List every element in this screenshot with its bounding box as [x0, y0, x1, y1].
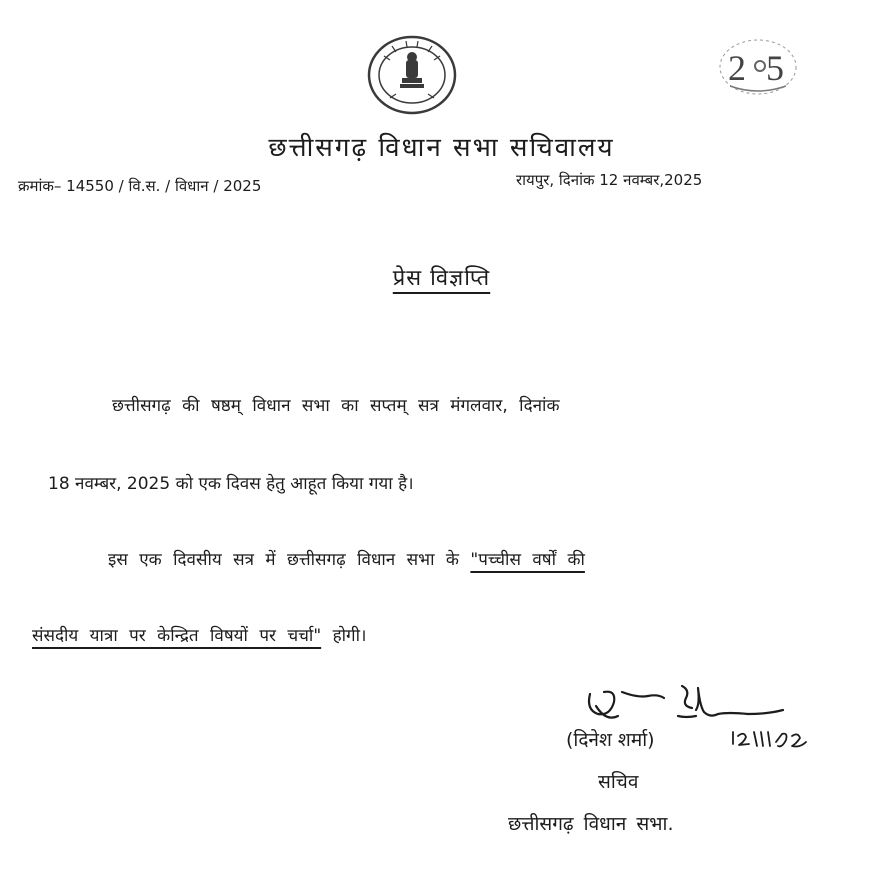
paragraph-1-line-1: छत्तीसगढ़ की षष्ठम् विधान सभा का सप्तम् सत्र मंगलवार, दिनांक — [112, 396, 560, 416]
signatory-name: (दिनेश शर्मा) — [566, 729, 655, 751]
svg-text:5: 5 — [766, 48, 784, 88]
doc-heading — [0, 262, 883, 292]
paragraph-2-line-1 — [108, 547, 585, 570]
designation: सचिव — [598, 771, 639, 793]
underlined-topic-start: "पच्चीस वर्षों की — [470, 550, 585, 570]
handwritten-date — [730, 728, 812, 754]
paragraph-1-line-2: 18 नवम्बर, 2025 को एक दिवस हेतु आहूत किया गया है। — [48, 474, 414, 494]
org-footer: छत्तीसगढ़ विधान सभा. — [508, 813, 674, 835]
org-title: छत्तीसगढ़ विधान सभा सचिवालय — [268, 133, 615, 163]
reference-number: क्रमांक– 14550 / वि.स. / विधान / 2025 — [18, 177, 262, 195]
doc-heading-text: प्रेस विज्ञप्ति — [392, 266, 491, 291]
paragraph-2-end: होगी। — [332, 626, 367, 646]
25-years-logo-icon — [716, 36, 800, 98]
paragraph-2-start: इस एक दिवसीय सत्र में छत्तीसगढ़ विधान सभा के — [108, 550, 459, 570]
svg-text:2: 2 — [728, 48, 746, 88]
place-date: रायपुर, दिनांक 12 नवम्बर,2025 — [516, 171, 703, 189]
state-seal-icon — [366, 34, 458, 116]
underlined-topic-end: संसदीय यात्रा पर केन्द्रित विषयों पर चर्चा" — [32, 626, 322, 646]
paragraph-2-line-2 — [32, 623, 366, 646]
